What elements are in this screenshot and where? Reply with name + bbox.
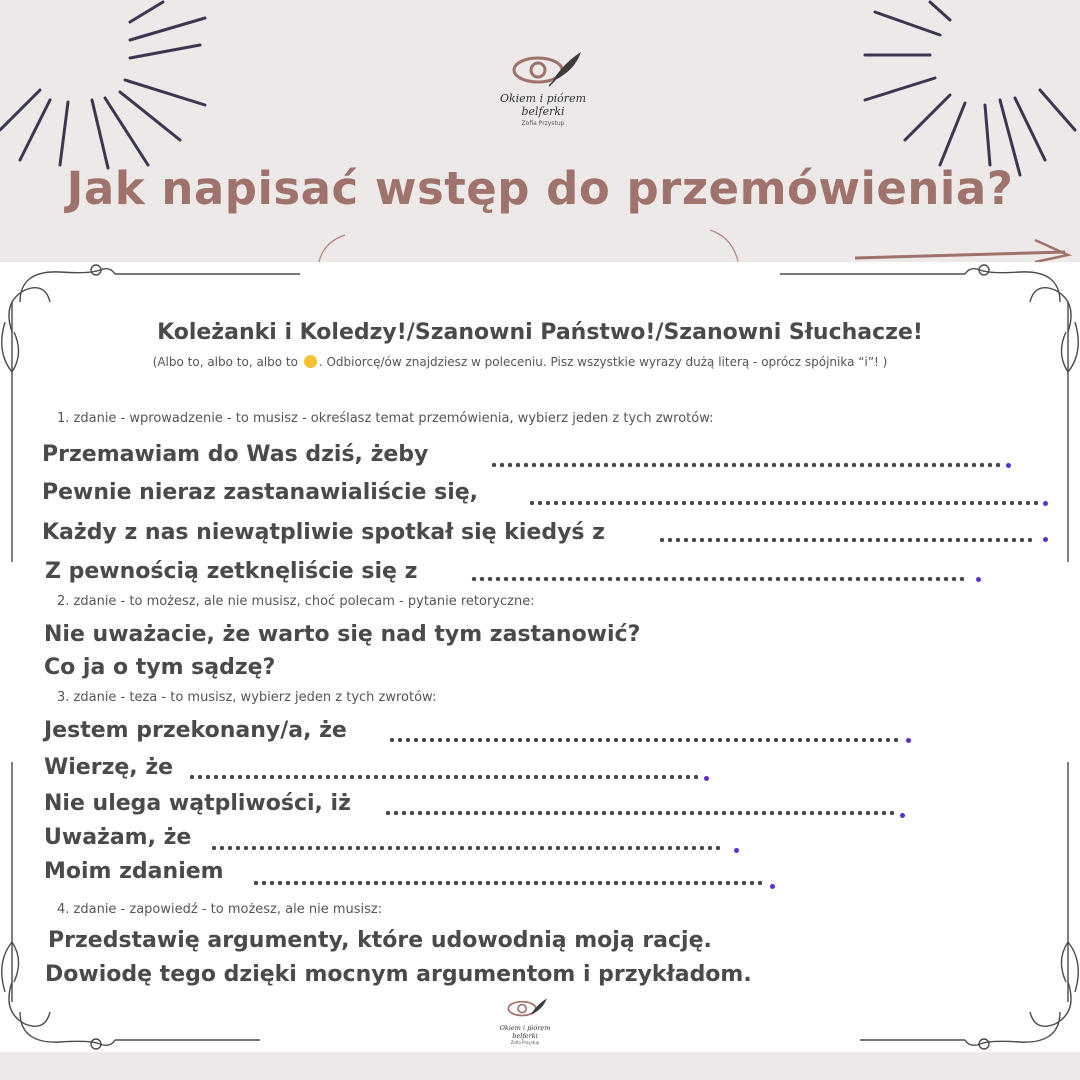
sun-rays-left	[0, 2, 205, 168]
note-text-before: (Albo to, albo to, albo to	[152, 355, 298, 369]
phrase-line: Uważam, że	[44, 825, 192, 850]
logo	[488, 50, 598, 127]
phrase-line: Wierzę, że	[44, 755, 174, 780]
end-dot	[900, 813, 905, 818]
end-dot	[704, 776, 709, 781]
phrase-line: Przedstawię argumenty, które udowodnią moją rację.	[48, 928, 712, 953]
phrase-line: Jestem przekonany/a, że	[44, 718, 347, 743]
dotted-blank	[490, 462, 1002, 468]
logo-author: Zofia Przystup	[510, 1040, 540, 1045]
end-dot	[1043, 537, 1048, 542]
logo-script-line1: Okiem i piórem	[499, 92, 587, 105]
step-3-heading: 3. zdanie - teza - to musisz, wybierz jeden z tych zwrotów:	[57, 690, 437, 705]
phrase-line: Przemawiam do Was dziś, żeby	[42, 442, 429, 467]
phrase-line: Nie ulega wątpliwości, iż	[44, 791, 351, 816]
logo-bottom	[490, 996, 560, 1045]
dotted-blank	[252, 880, 764, 886]
phrase-line: Moim zdaniem	[44, 859, 224, 884]
logo-script-line2: belferki	[521, 105, 565, 118]
note-text-after: . Odbiorcę/ów znajdziesz w poleceniu. Pisz wszystkie wyrazy dużą literą - oprócz spójnika “i”! )	[318, 355, 888, 369]
quill-icon	[549, 52, 581, 86]
logo-script-line2: belferki	[512, 1032, 538, 1040]
end-dot	[734, 848, 739, 853]
step-4-heading: 4. zdanie - zapowiedź - to możesz, ale nie musisz:	[57, 902, 383, 917]
end-dot	[1043, 501, 1048, 506]
phrase-line: Pewnie nieraz zastanawialiście się,	[42, 480, 479, 505]
step-2-heading: 2. zdanie - to możesz, ale nie musisz, choć polecam - pytanie retoryczne:	[57, 594, 535, 609]
dotted-blank	[658, 537, 1034, 543]
dotted-blank	[470, 576, 966, 582]
phrase-line: Z pewnością zetknęliście się z	[45, 559, 418, 584]
phrase-line: Dowiodę tego dzięki mocnym argumentom i przykładom.	[45, 962, 752, 987]
logo-author: Zofia Przystup	[521, 120, 565, 127]
phrase-line: Nie uważacie, że warto się nad tym zastanowić?	[44, 622, 641, 647]
eye-icon	[502, 996, 548, 1020]
end-dot	[906, 738, 911, 743]
greeting-heading: Koleżanki i Koledzy!/Szanowni Państwo!/Szanowni Słuchacze!	[157, 320, 923, 345]
quill-icon	[531, 998, 547, 1014]
step-1-heading: 1. zdanie - wprowadzenie - to musisz - określasz temat przemówienia, wybierz jeden z tych zwrotów:	[57, 411, 714, 426]
end-dot	[976, 577, 981, 582]
dotted-blank	[210, 845, 722, 851]
end-dot	[1006, 463, 1011, 468]
instruction-note	[0, 355, 1040, 369]
phrase-line: Każdy z nas niewątpliwie spotkał się kiedyś z	[42, 520, 605, 545]
sun-rays-right	[865, 2, 1075, 175]
eye-icon	[503, 50, 583, 88]
end-dot	[770, 884, 775, 889]
dotted-blank	[188, 774, 700, 780]
dotted-blank	[388, 737, 900, 743]
dotted-blank	[384, 810, 896, 816]
logo-script-line1: Okiem i piórem	[499, 1024, 551, 1032]
phrase-line: Co ja o tym sądzę?	[44, 655, 276, 680]
dotted-blank	[528, 500, 1040, 506]
smiley-icon	[304, 355, 317, 368]
page-title: Jak napisać wstęp do przemówienia?	[66, 162, 1014, 215]
